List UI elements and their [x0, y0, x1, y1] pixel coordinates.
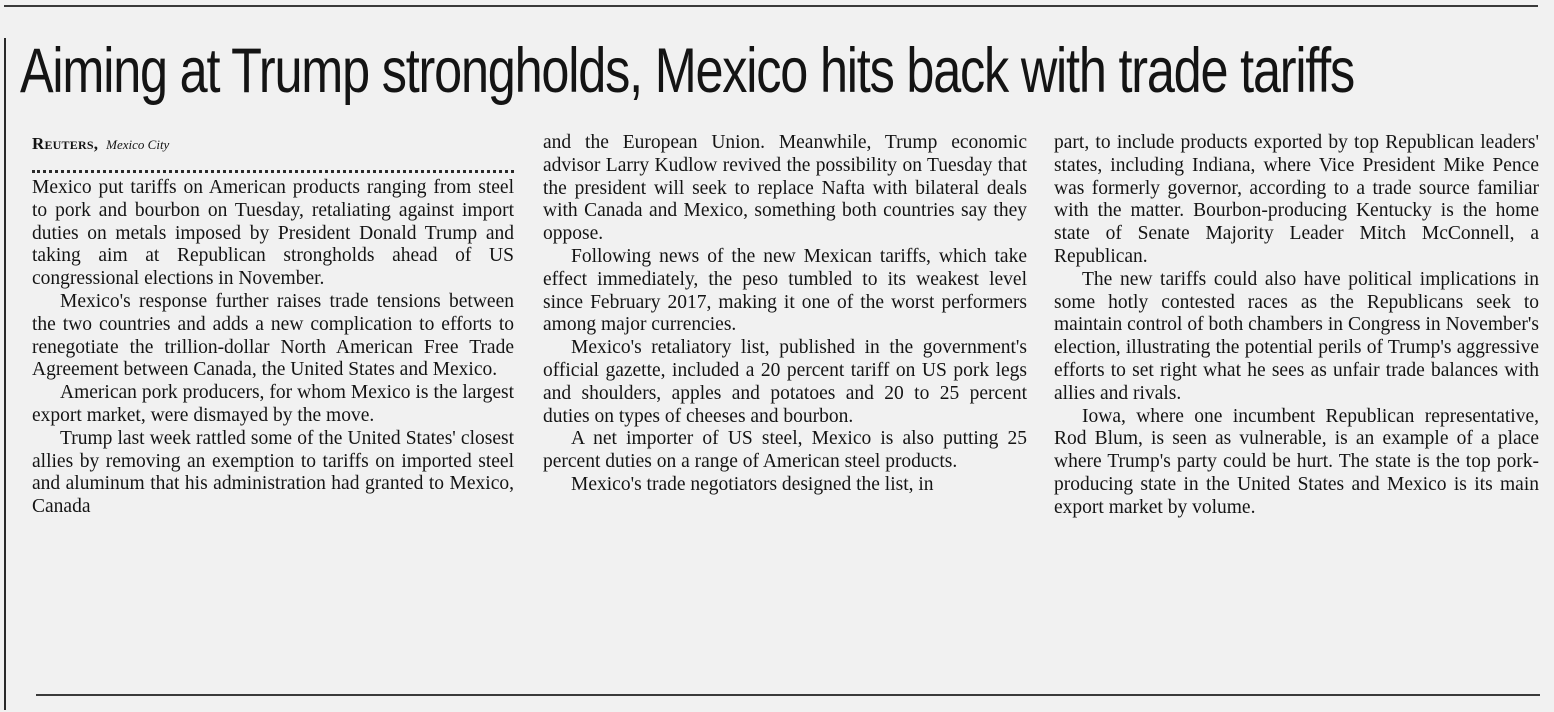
left-rule — [4, 38, 6, 710]
paragraph: Mexico's response further raises trade tensions between the two countries and adds a new complication to efforts to renegotiate the trillion-dollar North American Free Trade Agreement between Canada, the United States and Mexico. — [32, 290, 514, 381]
paragraph: Mexico's trade negotiators designed the list, in — [571, 473, 934, 495]
top-rule — [4, 5, 1538, 7]
paragraph: Iowa, where one incumbent Republican representative, Rod Blum, is seen as vulnerable, is an example of a place where Trump's party could be hurt. The state is the top pork-producing state in the United States and Mexico is its main export market by volume. — [1054, 405, 1539, 518]
bottom-rule — [36, 694, 1540, 696]
paragraph: A net importer of US steel, Mexico is also putting 25 percent duties on a range of American steel products. — [543, 428, 1027, 473]
paragraph: Following news of the new Mexican tariffs, which take effect immediately, the peso tumbled to its weakest level since February 2017, making it one of the worst performers among major currencies. — [543, 245, 1027, 336]
byline-location: Mexico City — [106, 137, 170, 152]
paragraph: Trump last week rattled some of the United States' closest allies by removing an exemption to tariffs on imported steel and aluminum that his administration had granted to Mexico, Canada — [32, 427, 514, 518]
article-column-3 — [1054, 132, 1539, 520]
paragraph: The new tariffs could also have political implications in some hotly contested races as the Republicans seek to maintain control of both chambers in Congress in November's election, illustrating the potential perils of Trump's aggressive efforts to set right what he sees as unfair trade balances with allies and rivals. — [1054, 268, 1539, 404]
paragraph: American pork producers, for whom Mexico is the largest export market, were dismayed by the move. — [32, 382, 514, 426]
paragraph: and the European Union. Meanwhile, Trump economic advisor Larry Kudlow revived the possibility on Tuesday that the president will seek to replace Nafta with bilateral deals with Canada and Mexico, something both countries say they oppose. — [543, 132, 1027, 245]
headline: Aiming at Trump strongholds, Mexico hits back with trade tariffs — [20, 36, 1355, 106]
paragraph: Mexico put tariffs on American products ranging from steel to pork and bourbon on Tuesday, retaliating against import duties on metals imposed by President Donald Trump and taking aim at Republican strongholds ahead of US congressional elections in November. — [32, 177, 514, 290]
dotted-separator — [32, 161, 514, 173]
paragraph: part, to include products exported by top Republican leaders' states, including Indiana, where Vice President Mike Pence was formerly governor, according to a trade source familiar with the matter. Bourbon-producing Kentucky is the home state of Senate Majority Leader Mitch McConnell, a Republican. — [1054, 132, 1539, 267]
paragraph: Mexico's retaliatory list, published in the government's official gazette, included a 20 percent tariff on US pork legs and shoulders, apples and potatoes and 20 to 25 percent duties on types of cheeses and bourbon. — [543, 337, 1027, 427]
byline — [32, 132, 514, 155]
article-column-1 — [32, 132, 514, 519]
byline-agency: Reuters, — [32, 134, 99, 153]
article-column-2 — [543, 132, 1027, 497]
